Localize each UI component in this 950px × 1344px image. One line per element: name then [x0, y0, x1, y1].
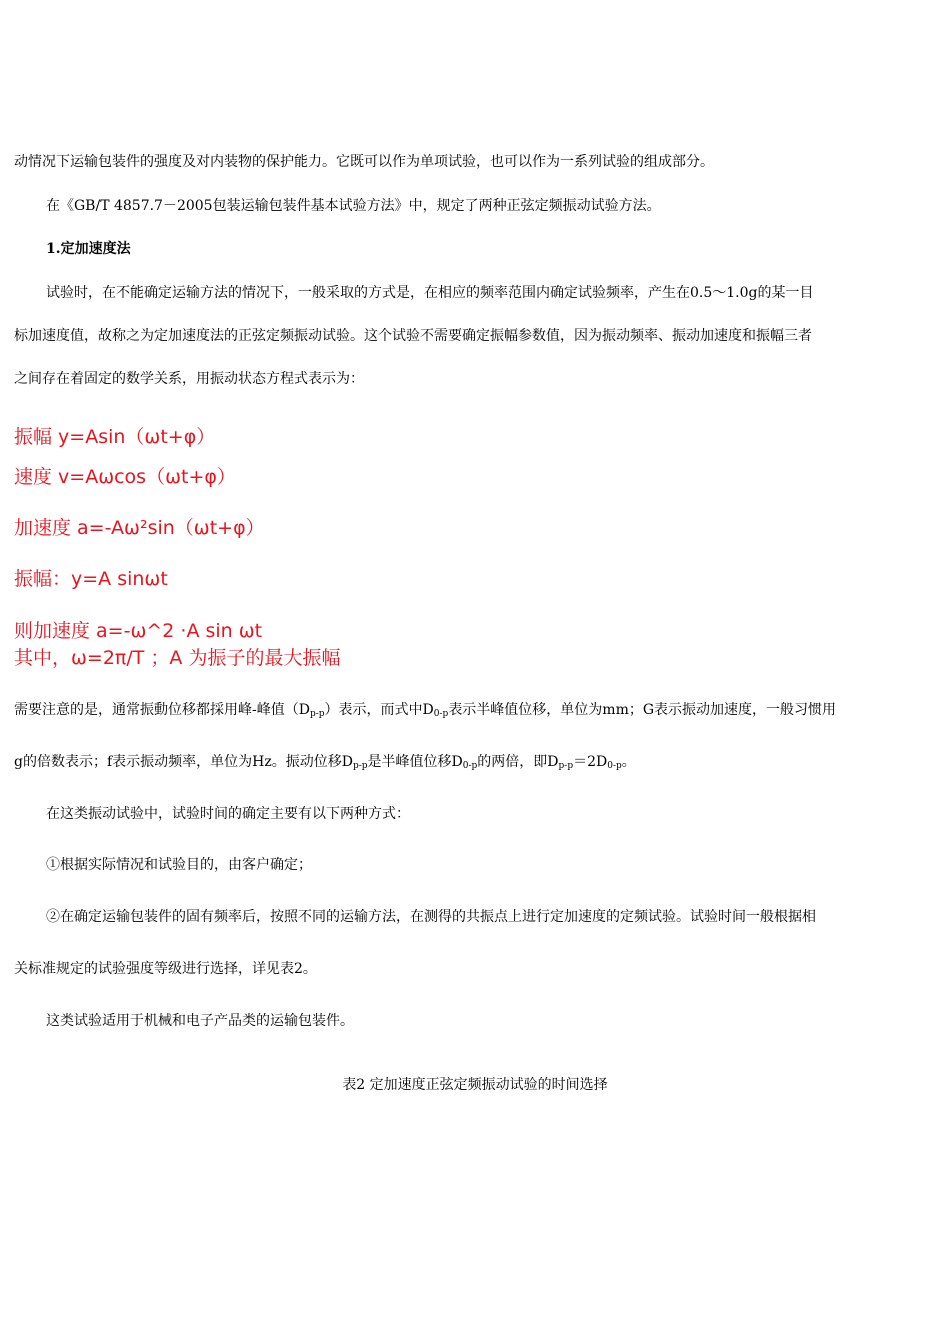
formula-definition: 其中，ω=2π/T ；A 为振子的最大振幅: [14, 647, 341, 669]
list-item-1: ①根据实际情况和试验目的，由客户确定；: [46, 857, 312, 873]
paragraph-method-line-1: 试验时，在不能确定运输方法的情况下，一般采取的方式是，在相应的频率范围内确定试验频率，产生在0.5～1.0g的某一目: [46, 285, 814, 301]
formula-amplitude: 振幅 y=Asin（ωt+φ）: [14, 426, 216, 448]
paragraph-standard: 在《GB/T 4857.7－2005包装运输包装件基本试验方法》中，规定了两种正弦定频振动试验方法。: [46, 198, 661, 214]
paragraph-application: 这类试验适用于机械和电子产品类的运输包装件。: [46, 1013, 354, 1029]
paragraph-test-time: 在这类振动试验中，试验时间的确定主要有以下两种方式：: [46, 806, 410, 822]
formula-amplitude-simple: 振幅：y=A sinωt: [14, 568, 168, 590]
note-displacement-line-1: 需要注意的是，通常振動位移都採用峰-峰值$(D_{p-p})$表示，而式中$D_{0-p}$表示半峰值位移，单位为mm；G表示振动加速度，一般习惯用: [14, 702, 837, 719]
formula-acceleration-simple: 则加速度 a=-ω^2 ·A sin ωt: [14, 620, 263, 642]
table-caption: 表2 定加速度正弦定频振动试验的时间选择: [342, 1077, 608, 1093]
list-item-2-line-1: ②在确定运输包装件的固有频率后，按照不同的运输方法，在测得的共振点上进行定加速度的定频试验。试验时间一般根据相: [46, 909, 816, 925]
list-item-2-line-2: 关标准规定的试验强度等级进行选择，详见表2。: [14, 961, 317, 977]
paragraph-intro: 动情况下运输包装件的强度及对内装物的保护能力。它既可以作为单项试验，也可以作为一系列试验的组成部分。: [14, 154, 714, 170]
paragraph-method-line-3: 之间存在着固定的数学关系，用振动状态方程式表示为：: [14, 371, 364, 387]
formula-acceleration: 加速度 a=-Aω²sin（ωt+φ）: [14, 517, 265, 539]
paragraph-method-line-2: 标加速度值，故称之为定加速度法的正弦定频振动试验。这个试验不需要确定振幅参数值，因为振动频率、振动加速度和振幅三者: [14, 328, 812, 344]
section-heading: 1.定加速度法: [46, 241, 131, 257]
formula-velocity: 速度 v=Aωcos（ωt+φ）: [14, 466, 236, 488]
note-displacement-line-2: g的倍数表示；f表示振动频率，单位为Hz。振动位移$D_{p-p}$是半峰值位移$D_{0-p}$的两倍，即$D_{p-p}=2D_{0-p}$。: [14, 754, 636, 771]
